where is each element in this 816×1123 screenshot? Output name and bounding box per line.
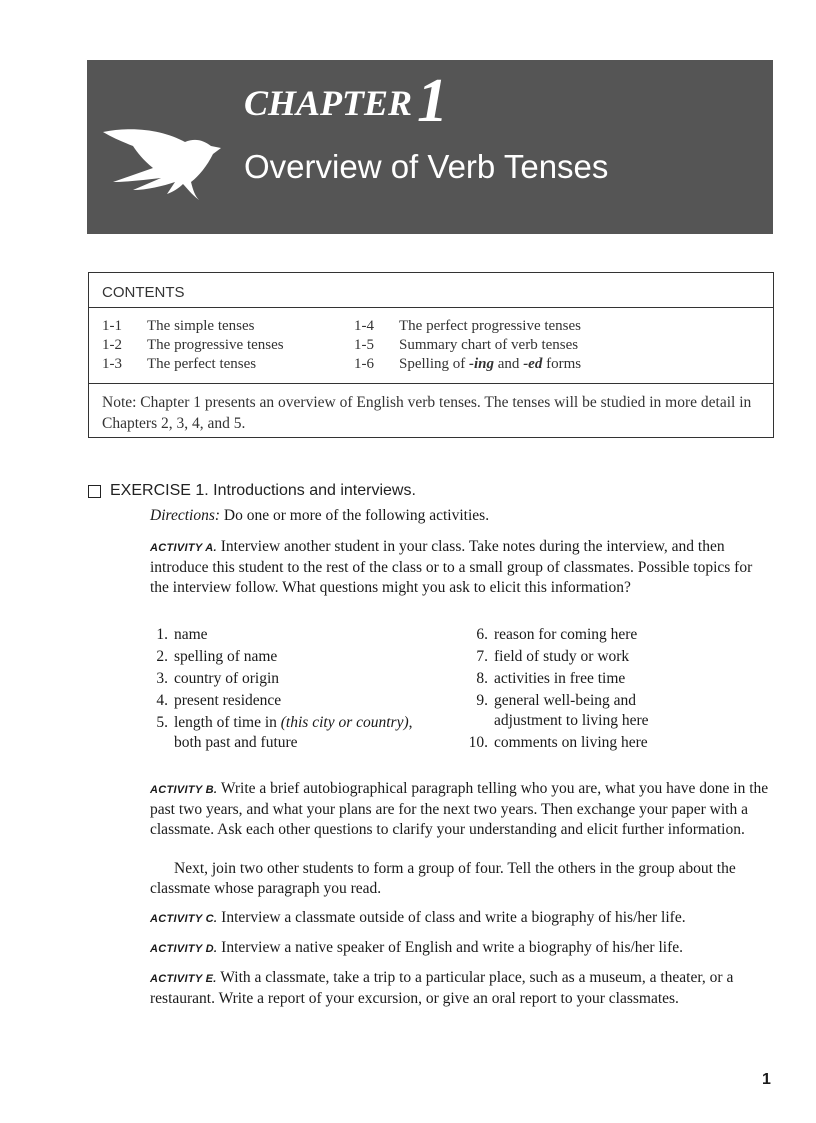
- activity-label: ACTIVITY B.: [150, 784, 218, 796]
- checkbox-square-icon: [88, 485, 101, 498]
- list-item: 6. reason for coming here: [476, 626, 638, 643]
- activity-c: ACTIVITY C. Interview a classmate outside of class and write a biography of his/her life.: [150, 909, 686, 926]
- contents-heading: CONTENTS: [89, 273, 773, 308]
- contents-item: 1-1 The simple tenses: [102, 318, 255, 334]
- list-item: 8. activities in free time: [476, 670, 626, 687]
- directions: Directions: Do one or more of the following activities.: [150, 507, 490, 524]
- activity-b: ACTIVITY B. Write a brief autobiographical paragraph telling who you are, what you have done in the past two years, and what your plans are for the next two years. Then exchange your paper with a classmate. Ask each other questions to clarify your understanding and elicit further information.: [150, 780, 769, 838]
- list-item: 4. present residence: [156, 692, 282, 709]
- exercise-heading: [88, 482, 416, 500]
- activity-label: ACTIVITY A.: [150, 542, 217, 554]
- contents-list: [89, 308, 773, 384]
- contents-item: 1-4 The perfect progressive tenses: [354, 318, 582, 334]
- bird-icon: [103, 90, 253, 200]
- activity-label: ACTIVITY C.: [150, 913, 218, 925]
- list-item: 9. general well-being and: [476, 692, 637, 709]
- list-item: 2. spelling of name: [156, 648, 278, 665]
- contents-box: [88, 272, 774, 438]
- list-item: 3. country of origin: [156, 670, 280, 687]
- chapter-title: Overview of Verb Tenses: [244, 148, 609, 185]
- list-item-continuation: both past and future: [174, 734, 298, 751]
- list-item: 5. length of time in (this city or country),: [156, 714, 413, 731]
- exercise-title: EXERCISE 1. Introductions and interviews.: [110, 482, 416, 499]
- contents-item: 1-5 Summary chart of verb tenses: [354, 337, 579, 353]
- list-item: 7. field of study or work: [476, 648, 630, 665]
- contents-note: Note: Chapter 1 presents an overview of English verb tenses. The tenses will be studied in more detail in Chapters 2, 3, 4, and 5.: [102, 394, 752, 432]
- contents-item: 1-3 The perfect tenses: [102, 356, 257, 372]
- contents-item: 1-2 The progressive tenses: [102, 337, 284, 353]
- activity-label: ACTIVITY D.: [150, 943, 218, 955]
- contents-item: 1-6 Spelling of -ing and -ed forms: [354, 356, 582, 372]
- page-number: 1: [762, 1071, 771, 1088]
- list-item: 1. name: [156, 626, 208, 643]
- activity-label: ACTIVITY E.: [150, 973, 217, 985]
- activity-e: ACTIVITY E. With a classmate, take a trip to a particular place, such as a museum, a theater, or a restaurant. Write a report of your excursion, or give an oral report to your classmates.: [150, 969, 734, 1007]
- list-item: 10. comments on living here: [468, 734, 648, 751]
- activity-b-paragraph-2: Next, join two other students to form a group of four. Tell the others in the group about the classmate whose paragraph you read.: [150, 860, 736, 897]
- chapter-number: 1: [417, 67, 448, 135]
- chapter-banner: [87, 60, 773, 234]
- activity-d: ACTIVITY D. Interview a native speaker of English and write a biography of his/her life.: [150, 939, 683, 956]
- chapter-label: CHAPTER: [244, 83, 413, 123]
- activity-a: ACTIVITY A. Interview another student in your class. Take notes during the interview, and then introduce this student to the rest of the class or to a small group of classmates. Possible topics for the interview follow. What questions might you ask to elicit this information?: [150, 538, 753, 596]
- list-item-continuation: adjustment to living here: [494, 712, 649, 729]
